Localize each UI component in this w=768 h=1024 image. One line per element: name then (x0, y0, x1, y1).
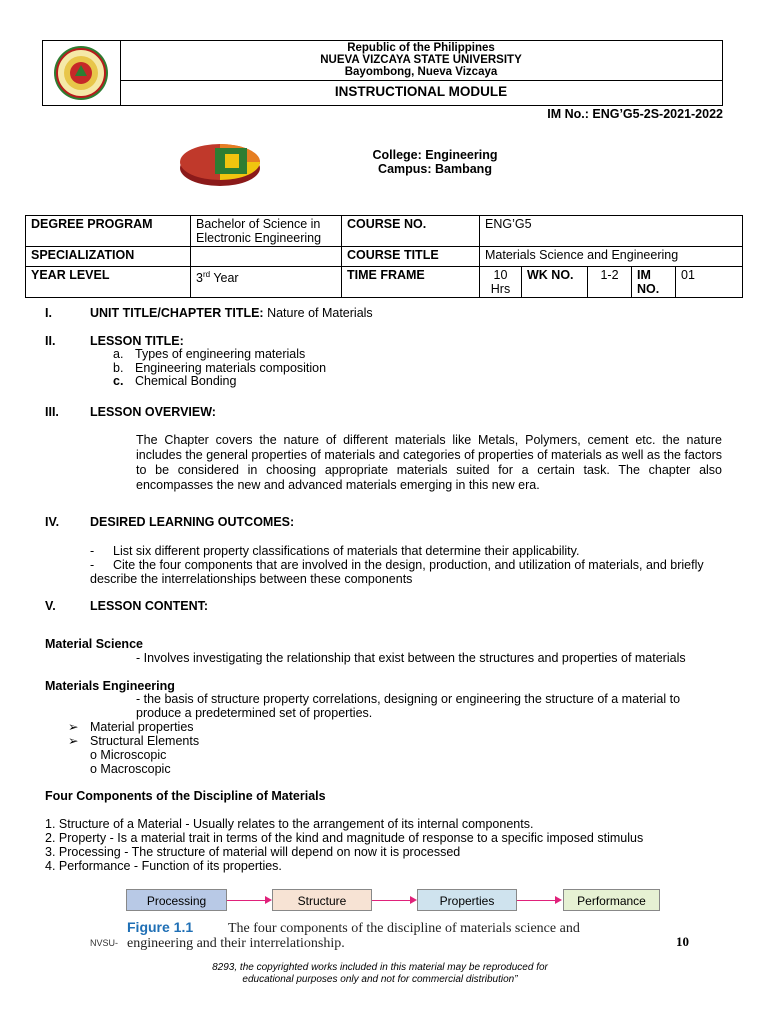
bullet-structural-elements: ➢ Structural Elements (68, 734, 200, 748)
materials-engineering-definition: - the basis of structure property correlations, designing or engineering the structure of a material to produce a predetermined set of properties. (136, 692, 681, 720)
republic-text: Republic of the Philippines (347, 42, 495, 54)
lesson-overview-text: The Chapter covers the nature of different materials like Metals, Polymers, cement etc. the nature includes the general properties of materials and categories of properties of materials as well as the factors to be considered in choosing appropriate materials suited for a certain task. The chapter also encompasses the new and advanced materials emerging in this new era. (136, 433, 722, 492)
four-components-list (45, 817, 735, 873)
wk-label: WK NO. (522, 267, 588, 298)
arrow-bullet-icon: ➢ (68, 720, 79, 734)
college-text: College: Engineering (372, 148, 498, 162)
university-name: NUEVA VIZCAYA STATE UNIVERSITY (320, 54, 522, 66)
course-no-value: ENG’G5 (480, 216, 743, 247)
figure-caption: Figure 1.1 The four components of the discipline of materials science and engineering and their interrelationship. (127, 919, 580, 951)
section-2-title: LESSON TITLE: (90, 334, 184, 348)
bullet-material-properties: ➢ Material properties (68, 720, 194, 734)
university-location: Bayombong, Nueva Vizcaya (344, 66, 498, 78)
wk-value: 1-2 (588, 267, 632, 298)
list-item: c. Chemical Bonding (113, 374, 237, 388)
section-5-number: V. (45, 599, 56, 613)
section-4-number: IV. (45, 515, 60, 529)
materials-engineering-heading: Materials Engineering (45, 679, 175, 693)
arrow-head-icon (555, 896, 562, 904)
engineering-logo-icon (175, 128, 265, 194)
course-info-table (25, 215, 743, 298)
im-value: 01 (676, 267, 743, 298)
section-1-number: I. (45, 306, 52, 320)
degree-value: Bachelor of Science in Electronic Engineering (191, 216, 342, 247)
course-title-value: Materials Science and Engineering (480, 247, 743, 267)
material-science-heading: Material Science (45, 637, 143, 651)
university-seal-icon (43, 41, 120, 105)
page-number: 10 (676, 934, 689, 949)
arrow-head-icon (410, 896, 417, 904)
time-frame-value: 10 Hrs (480, 267, 522, 298)
footer-left-text: NVSU- (90, 938, 119, 948)
performance-box: Performance (563, 889, 660, 911)
list-item: a. Types of engineering materials (113, 347, 306, 361)
campus-text: Campus: Bambang (378, 162, 492, 176)
time-frame-label: TIME FRAME (342, 267, 480, 298)
section-3-number: III. (45, 405, 59, 419)
section-4-title: DESIRED LEARNING OUTCOMES: (90, 515, 295, 529)
section-3-title: LESSON OVERVIEW: (90, 405, 216, 419)
year-value: 3rd Year (191, 267, 342, 298)
arrow-head-icon (265, 896, 272, 904)
outcome-item-1: - List six different property classifications of materials that determine their applicability. (90, 544, 580, 558)
list-item: 1. Structure of a Material - Usually relates to the arrangement of its internal components. (45, 817, 534, 831)
section-5-title: LESSON CONTENT: (90, 599, 209, 613)
lesson-title-list (113, 348, 326, 389)
sub-bullet-macroscopic: o Macroscopic (90, 762, 171, 776)
processing-box: Processing (126, 889, 227, 911)
spec-label: SPECIALIZATION (26, 247, 191, 267)
section-2-number: II. (45, 334, 56, 348)
outcome-item-2: - Cite the four components that are involved in the design, production, and utilization of materials, and briefly describe the interrelationships between these components (90, 558, 704, 586)
list-item: 2. Property - Is a material trait in terms of the kind and magnitude of response to a specific imposed stimulus (45, 831, 644, 845)
im-number: IM No.: ENG’G5-2S-2021-2022 (547, 107, 723, 121)
copyright-notice: 8293, the copyrighted works included in this material may be reproduced for educational purposes only and not for commercial distribution” (212, 962, 548, 985)
arrow-line (517, 900, 555, 901)
header-university-block (120, 41, 722, 81)
logo-cell (43, 41, 121, 105)
header-box (42, 40, 723, 106)
list-item: 3. Processing - The structure of material will depend on now it is processed (45, 845, 461, 859)
structure-box: Structure (272, 889, 372, 911)
section-1-heading: UNIT TITLE/CHAPTER TITLE: Nature of Materials (90, 306, 373, 320)
course-title-label: COURSE TITLE (342, 247, 480, 267)
arrow-line (227, 900, 265, 901)
arrow-line (372, 900, 410, 901)
list-item: 4. Performance - Function of its properties. (45, 859, 282, 873)
module-title: INSTRUCTIONAL MODULE (334, 84, 508, 99)
four-components-heading: Four Components of the Discipline of Materials (45, 789, 326, 803)
course-no-label: COURSE NO. (342, 216, 480, 247)
im-label: IM NO. (632, 267, 676, 298)
material-science-definition: - Involves investigating the relationship that exist between the structures and properties of materials (136, 651, 686, 665)
year-label: YEAR LEVEL (26, 267, 191, 298)
sub-bullet-microscopic: o Microscopic (90, 748, 167, 762)
spec-value (191, 247, 342, 267)
list-item: b. Engineering materials composition (113, 360, 327, 375)
degree-label: DEGREE PROGRAM (26, 216, 191, 247)
properties-box: Properties (417, 889, 517, 911)
arrow-bullet-icon: ➢ (68, 734, 79, 748)
